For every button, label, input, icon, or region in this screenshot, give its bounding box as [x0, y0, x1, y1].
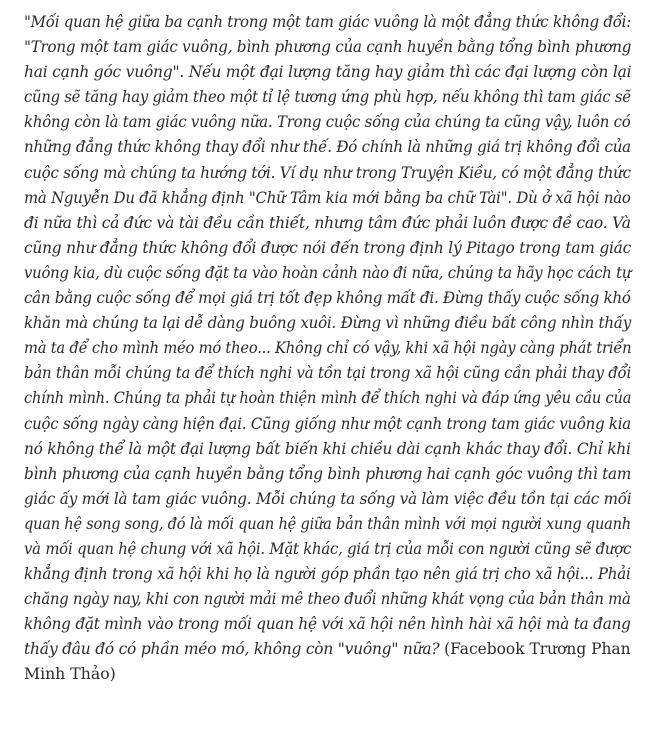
passage-line-11: vuông kia, dù cuộc sống đặt ta vào hoàn cảnh nào đi nữa, chúng ta hãy học cách tự	[24, 262, 632, 282]
passage-line-17: cuộc sống ngày càng hiện đại. Cũng giống như một cạnh trong tam giác vuông kia	[24, 413, 631, 433]
quoted-passage	[24, 9, 631, 687]
passage-line-18: nó không thể là một đại lượng bất biến khi chiều dài cạnh khác thay đổi. Chỉ khi	[24, 438, 631, 458]
passage-line-9: đi nữa thì cả đức và tài đều cần thiết, nhưng tâm đức phải luôn được đề cao. Và	[24, 212, 631, 232]
passage-line-2: "Trong một tam giác vuông, bình phương của cạnh huyền bằng tổng bình phương	[24, 37, 632, 57]
passage-line-20: giác ấy mới là tam giác vuông. Mỗi chúng ta sống và làm việc đều tồn tại các mối	[24, 488, 632, 508]
source-credit: (Facebook Trương Phan	[444, 639, 631, 659]
passage-line-6: những đẳng thức không thay đổi như thế. Đó chính là những giá trị không đổi của	[24, 137, 631, 157]
passage-line-14: mà ta để cho mình méo mó theo... Không chỉ có vậy, khi xã hội ngày càng phát triển	[24, 338, 632, 358]
passage-line-1: "Mối quan hệ giữa ba cạnh trong một tam giác vuông là một đẳng thức không đổi:	[24, 12, 632, 31]
source-credit-author: Minh Thảo)	[24, 664, 116, 684]
passage-line-5: không còn là tam giác vuông nữa. Trong cuộc sống của chúng ta cũng vậy, luôn có	[24, 112, 631, 132]
passage-line-26-quote: thấy đâu đó có phần méo mó, không còn "vuông" nữa?	[24, 639, 440, 659]
passage-line-26	[24, 636, 631, 661]
passage-line-23: khẳng định trong xã hội khi họ là người góp phần tạo nên giá trị cho xã hội... Phải	[24, 564, 631, 584]
passage-line-12: cân bằng cuộc sống để mọi giá trị tốt đẹp không mất đi. Đừng thấy cuộc sống khó	[24, 288, 631, 308]
passage-line-25: không đặt mình vào trong mối quan hệ với xã hội nên hình hài xã hội mà ta đang	[24, 614, 631, 634]
passage-line-3: hai cạnh góc vuông". Nếu một đại lượng tăng hay giảm thì các đại lượng còn lại	[24, 62, 632, 82]
passage-line-16: chính mình. Chúng ta phải tự hoàn thiện mình để thích nghi và đáp ứng yêu cầu của	[24, 388, 632, 408]
passage-line-10: cũng như đẳng thức không đổi được nói đến trong định lý Pitago trong tam giác	[24, 237, 632, 257]
passage-line-24: chăng ngày nay, khi con người mải mê theo đuổi những khát vọng của bản thân mà	[24, 589, 631, 609]
passage-line-8: mà Nguyễn Du đã khẳng định "Chữ Tâm kia mới bằng ba chữ Tài". Dù ở xã hội nào	[24, 187, 631, 207]
passage-line-22: và mối quan hệ chung với xã hội. Mặt khác, giá trị của mỗi con người cũng sẽ được	[24, 538, 632, 558]
passage-line-21: quan hệ song song, đó là mối quan hệ giữa bản thân mình với mọi người xung quanh	[24, 513, 631, 533]
passage-line-19: bình phương của cạnh huyền bằng tổng bình phương hai cạnh góc vuông thì tam	[24, 463, 632, 483]
passage-line-4: cũng sẽ tăng hay giảm theo một tỉ lệ tương ứng phù hợp, nếu không thì tam giác sẽ	[24, 87, 631, 107]
passage-line-15: bản thân mỗi chúng ta để thích nghi và tồn tại trong xã hội cũng cần phải thay đổi	[24, 363, 632, 383]
passage-line-13: khăn mà chúng ta lại dễ dàng buông xuôi. Đừng vì những điều bất công nhìn thấy	[24, 313, 632, 333]
passage-line-7: cuộc sống mà chúng ta hướng tới. Ví dụ như trong Truyện Kiều, có một đẳng thức	[24, 162, 631, 182]
